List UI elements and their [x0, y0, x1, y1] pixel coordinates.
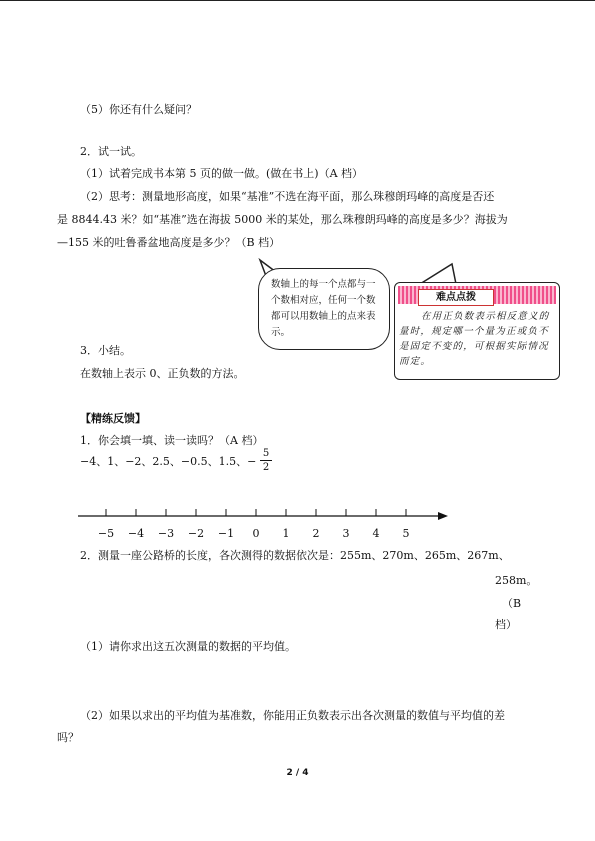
- section-2-item-1: （1）试着完成书本第 5 页的做一做。(做在书上)（A 档）: [80, 167, 364, 180]
- number-line-label: −2: [187, 527, 205, 540]
- practice-2-question-2-line-1: （2）如果以求出的平均值为基准数，你能用正负数表示出各次测量的数值与平均值的差: [80, 709, 505, 722]
- question-5: （5）你还有什么疑问？: [80, 103, 197, 116]
- section-2-item-2-line-3: —155 米的吐鲁番盆地高度是多少？（B 档）: [57, 236, 281, 249]
- practice-2-line-2: 258m。: [495, 574, 538, 587]
- concept-bubble-text: 数轴上的每一个点都与一个数相对应，任何一个数都可以用数轴上的点来表示。: [271, 279, 376, 338]
- section-2-item-2-line-2: 是 8844.43 米？如“基准”选在海拔 5000 米的某处，那么珠穆朗玛峰的高度是多少？海拔为: [57, 213, 508, 226]
- tip-body: [399, 309, 553, 369]
- number-line-label: 0: [252, 527, 260, 540]
- tip-header-band: [398, 286, 556, 304]
- practice-2-level-2: 档）: [495, 618, 517, 631]
- tip-title: 难点点拨: [418, 289, 494, 306]
- practice-2-question-2-line-2: 吗？: [57, 731, 79, 744]
- tip-body-text: 在用正负数表示相反意义的量时，规定哪一个量为正或负不是固定不变的，可根据实际情况而定。: [399, 311, 550, 367]
- practice-2-level-1: （B: [502, 597, 522, 610]
- fraction: [260, 448, 272, 473]
- practice-2-question-1: （1）请你求出这五次测量的数据的平均值。: [80, 640, 296, 653]
- concept-bubble: [258, 268, 390, 350]
- page-top-border: [0, 0, 595, 1]
- practice-heading: 【精练反馈】: [80, 412, 146, 425]
- number-line-label: 4: [372, 527, 380, 540]
- number-line-label: −3: [157, 527, 175, 540]
- section-3-title: 3．小结。: [80, 344, 131, 357]
- fraction-numerator: 5: [262, 448, 270, 459]
- section-3-text: 在数轴上表示 0、正负数的方法。: [80, 367, 245, 380]
- number-line-label: 2: [312, 527, 320, 540]
- number-line-label: 1: [282, 527, 290, 540]
- section-2-title: 2．试一试。: [80, 145, 142, 158]
- number-line-label: 3: [342, 527, 350, 540]
- number-line-label: −1: [217, 527, 235, 540]
- number-line-label: −5: [97, 527, 115, 540]
- number-line: [76, 508, 456, 528]
- tip-card: [394, 282, 560, 380]
- number-line-label: −4: [127, 527, 145, 540]
- number-line-label: 5: [402, 527, 410, 540]
- page-number: 2 / 4: [286, 768, 309, 778]
- fraction-bar: [260, 460, 272, 461]
- number-line-arrow-icon: [438, 512, 448, 520]
- practice-1-title: 1．你会填一填、读一读吗？（A 档）: [80, 434, 264, 447]
- fraction-denominator: 2: [262, 462, 270, 473]
- practice-2-line-1: 2．测量一座公路桥的长度，各次测得的数据依次是：255m、270m、265m、267m、: [80, 549, 510, 562]
- practice-1-numbers: −4、1、−2、2.5、−0.5、1.5、−: [80, 455, 257, 468]
- section-2-item-2-line-1: （2）思考：测量地形高度，如果“基准”不选在海平面，那么珠穆朗玛峰的高度是否还: [80, 190, 495, 203]
